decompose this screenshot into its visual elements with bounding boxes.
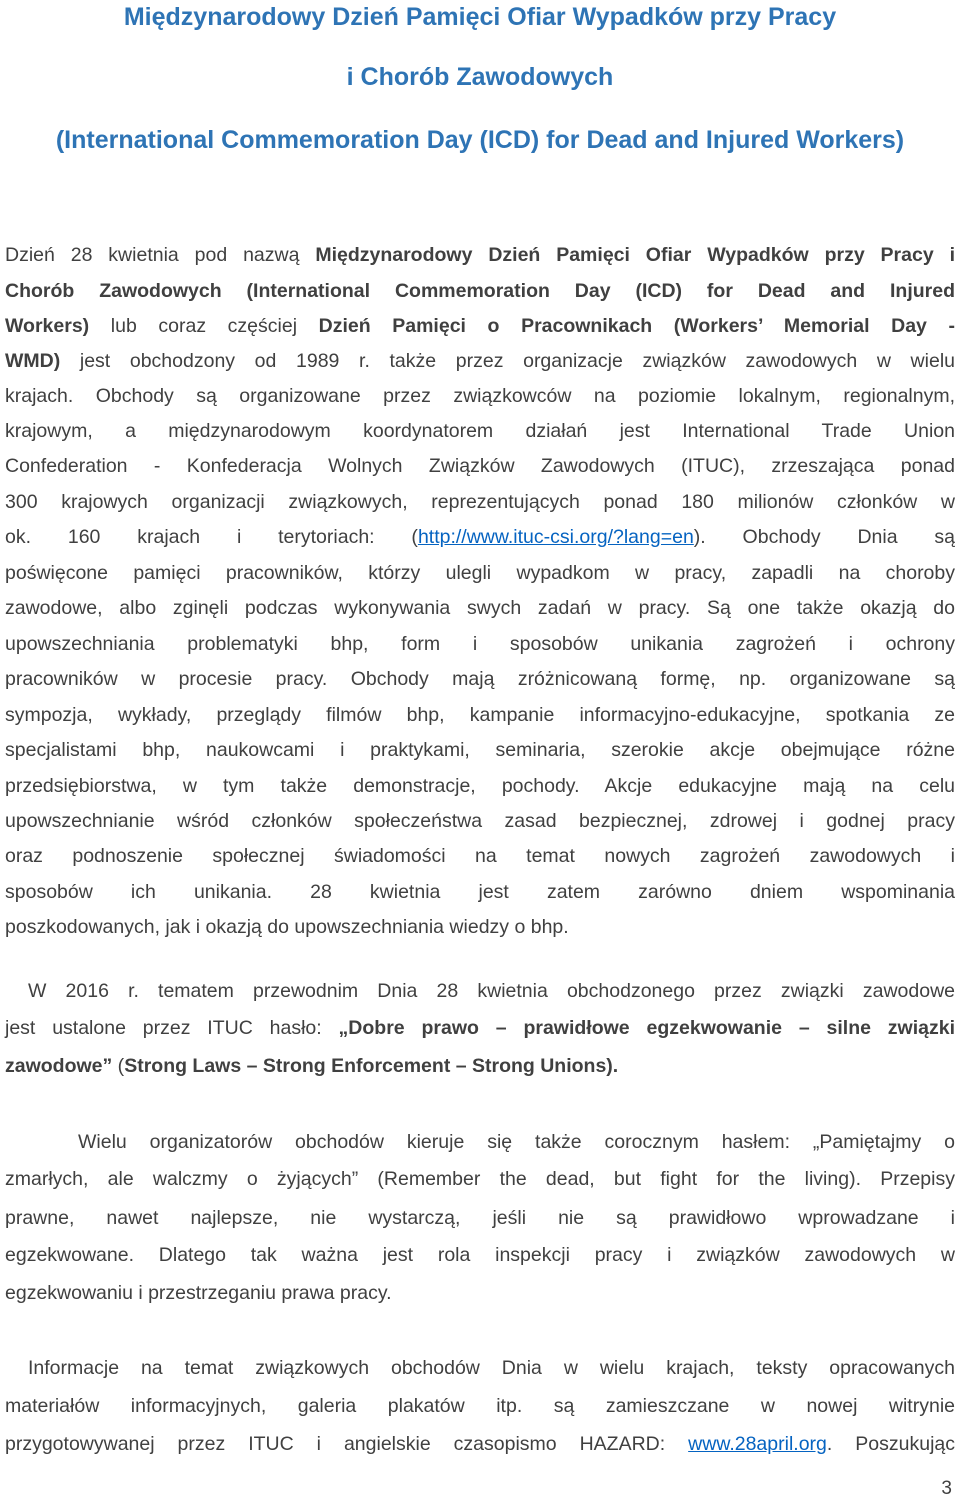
p3-line: zmarłych, ale walczmy o żyjących” (Remember the dead, but fight for the living). Przepisy bbox=[5, 1168, 955, 1190]
p1-line: Workers) lub coraz częściej Dzień Pamięci o Pracownikach (Workers’ Memorial Day - bbox=[5, 315, 955, 337]
p4-line: Informacje na temat związkowych obchodów Dnia w wielu krajach, teksty opracowanych bbox=[28, 1357, 955, 1379]
p1-line: sympozja, wykłady, przeglądy filmów bhp, kampanie informacyjno-edukacyjne, spotkania ze bbox=[5, 704, 955, 726]
title-line-3: (International Commemoration Day (ICD) for Dead and Injured Workers) bbox=[55, 126, 905, 154]
p1-line: ok. 160 krajach i terytoriach: (http://www.ituc-csi.org/?lang=en). Obchody Dnia są bbox=[5, 526, 955, 548]
p3-line: egzekwowane. Dlatego tak ważna jest rola inspekcji pracy i związków zawodowych w bbox=[5, 1244, 955, 1266]
p1-line: Confederation - Konfederacja Wolnych Związków Zawodowych (ITUC), zrzeszająca ponad bbox=[5, 455, 955, 477]
p1-line: upowszechnianie wśród członków społeczeństwa zasad bezpiecznej, zdrowej i godnej pracy bbox=[5, 810, 955, 832]
p1-line: sposobów ich unikania. 28 kwietnia jest zatem zarówno dniem wspominania bbox=[5, 881, 955, 903]
p1-line: oraz podnoszenie społecznej świadomości na temat nowych zagrożeń zawodowych i bbox=[5, 845, 955, 867]
ituc-link[interactable]: http://www.ituc-csi.org/?lang=en bbox=[417, 526, 694, 548]
p3-line: egzekwowaniu i przestrzeganiu prawa pracy. bbox=[5, 1282, 392, 1304]
p1-line: Chorób Zawodowych (International Commemoration Day (ICD) for Dead and Injured bbox=[5, 280, 955, 302]
p3-line: prawne, nawet najlepsze, nie wystarczą, jeśli nie są prawidłowo wprowadzane i bbox=[5, 1207, 955, 1229]
p1-line: specjalistami bhp, naukowcami i praktykami, seminaria, szerokie akcje obejmujące różne bbox=[5, 739, 955, 761]
p1-line: krajach. Obchody są organizowane przez związkowców na poziomie lokalnym, regionalnym, bbox=[5, 385, 955, 407]
p3-line: Wielu organizatorów obchodów kieruje się także corocznym hasłem: „Pamiętajmy o bbox=[78, 1131, 955, 1153]
p2-line: W 2016 r. tematem przewodnim Dnia 28 kwietnia obchodzonego przez związki zawodowe bbox=[28, 980, 955, 1002]
p1-line: WMD) jest obchodzony od 1989 r. także przez organizacje związków zawodowych w wielu bbox=[5, 350, 955, 372]
p1-line: zawodowe, albo zginęli podczas wykonywania swych zadań w pracy. Są one także okazją do bbox=[5, 597, 955, 619]
p2-line: zawodowe” (Strong Laws – Strong Enforcement – Strong Unions). bbox=[5, 1055, 619, 1077]
p1-line: poszkodowanych, jak i okazją do upowszechniania wiedzy o bhp. bbox=[5, 916, 569, 938]
p1-line: przedsiębiorstwa, w tym także demonstracje, pochody. Akcje edukacyjne mają na celu bbox=[5, 775, 955, 797]
p1-line: 300 krajowych organizacji związkowych, reprezentujących ponad 180 milionów członków w bbox=[5, 491, 955, 513]
title-line-1: Międzynarodowy Dzień Pamięci Ofiar Wypadków przy Pracy bbox=[123, 3, 837, 31]
p1-line: poświęcone pamięci pracowników, którzy ulegli wypadkom w pracy, zapadli na choroby bbox=[5, 562, 955, 584]
p1-line: pracowników w procesie pracy. Obchody mają zróżnicowaną formę, np. organizowane są bbox=[5, 668, 955, 690]
p4-line: materiałów informacyjnych, galeria plakatów itp. są zamieszczane w nowej witrynie bbox=[5, 1395, 955, 1417]
title-line-2: i Chorób Zawodowych bbox=[346, 63, 614, 91]
page-number: 3 bbox=[941, 1478, 952, 1499]
p1-line: Dzień 28 kwietnia pod nazwą Międzynarodowy Dzień Pamięci Ofiar Wypadków przy Pracy i bbox=[5, 244, 955, 266]
28april-link[interactable]: www.28april.org bbox=[688, 1433, 827, 1455]
p2-line: jest ustalone przez ITUC hasło: „Dobre prawo – prawidłowe egzekwowanie – silne związki bbox=[5, 1017, 955, 1039]
p1-line: krajowym, a międzynarodowym koordynatorem działań jest International Trade Union bbox=[5, 420, 955, 442]
p4-line: przygotowywanej przez ITUC i angielskie czasopismo HAZARD: www.28april.org. Poszukując bbox=[5, 1433, 955, 1455]
p1-line: upowszechniania problematyki bhp, form i sposobów unikania zagrożeń i ochrony bbox=[5, 633, 955, 655]
